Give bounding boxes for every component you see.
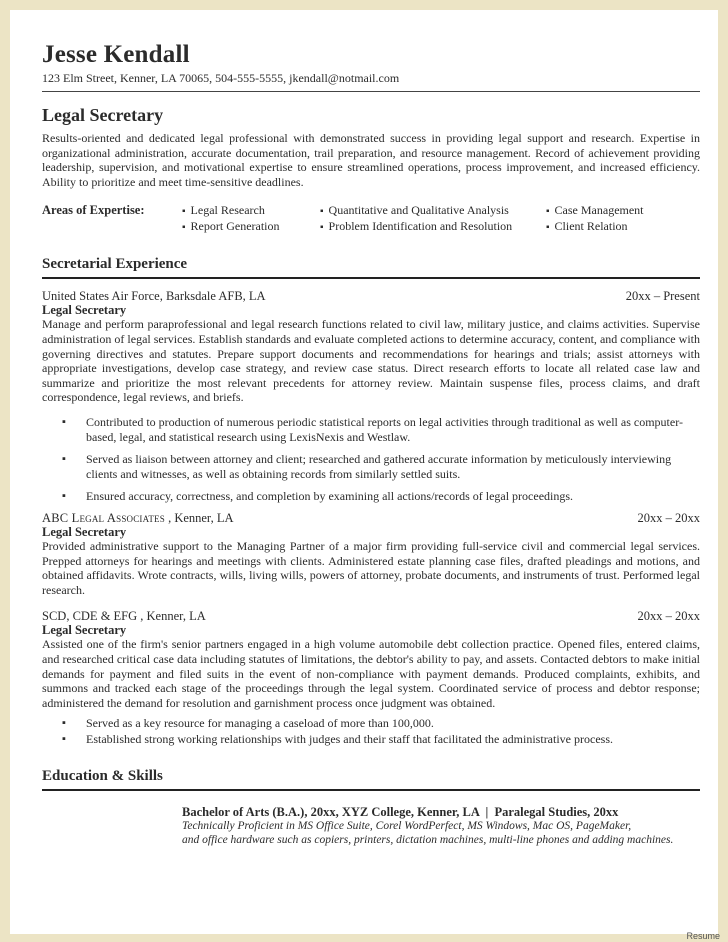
achievement-item: ▪ Established strong working relationships with judges and their staff that facilitated the administrative process.: [42, 732, 700, 747]
job-header: [42, 609, 700, 623]
job-header: [42, 289, 700, 303]
expertise-item: ▪ Problem Identification and Resolution: [320, 219, 546, 235]
expertise-item: ▪ Legal Research: [182, 203, 320, 219]
expertise-item: ▪ Report Generation: [182, 219, 320, 235]
candidate-name: Jesse Kendall: [42, 41, 190, 68]
job-header: [42, 511, 700, 525]
contact-line: 123 Elm Street, Kenner, LA 70065, 504-555-5555, jkendall@notmail.com: [42, 71, 400, 85]
expertise-item: ▪ Case Management: [546, 203, 644, 219]
job-dates: 20xx – Present: [625, 289, 700, 304]
employer: [42, 511, 234, 525]
employer-name: SCD, CDE & EFG: [42, 609, 138, 624]
degree-line: Bachelor of Arts (B.A.), 20xx, XYZ College, Kenner, LA | Paralegal Studies, 20xx: [182, 805, 619, 820]
education-block: [182, 805, 700, 847]
experience-divider: [42, 277, 700, 279]
areas-of-expertise: [42, 203, 700, 235]
skills-line: and office hardware such as copiers, printers, dictation machines, multi-line phones and adding machines.: [182, 833, 674, 846]
expertise-column-2: [320, 203, 546, 235]
section-title-experience: Secretarial Experience: [42, 256, 188, 273]
target-job-title: Legal Secretary: [42, 105, 164, 125]
job-description: Assisted one of the firm's senior partners engaged in a high volume automobile debt collection practice. Opened files, entered claims, and researched critical case data including statutes of limitations, the debtor's ability to pay, and assets. Contacted debtors to make initial demands for payment and filed suits in the event of non-compliance with payment demands. Produced complaints, exhibits, and summons and tracked each stage of the proceedings through the legal system. Coordinated service of process and debtor response; administered the demand for resolution and garnishment process once judgment was obtained.: [42, 637, 700, 710]
header-divider: [42, 91, 700, 92]
skills-line: Technically Proficient in MS Office Suite, Corel WordPerfect, MS Windows, Mac OS, PageMaker,: [182, 820, 632, 833]
job-description: Manage and perform paraprofessional and legal research functions related to civil law, military justice, and claims activities. Supervise administration of legal services. Establish standards and evaluate completed actions to determine accuracy, content, and compliance with governing directives and statutes. Prepare support documents and recommendations for hearings and trials; assist attorneys with appropriate investigations, develop case strategy, and review case status. Direct research efforts to locate all related case law and summarize and prioritize the most relevant precedents for attorney review. Maintain suspense files, process claims, and draft correspondence, legal reviews, and briefs.: [42, 317, 700, 405]
employer: [42, 609, 206, 623]
expertise-item: ▪ Quantitative and Qualitative Analysis: [320, 203, 546, 219]
resume-content: [42, 40, 700, 847]
summary-paragraph: Results-oriented and dedicated legal professional with demonstrated success in providing legal support and research. Expertise in organizational administration, accurate documentation, trail preparation, and resource management. Record of achievement providing leadership, supervision, and motivational expertise to ensure streamlined operations, process improvement, and increased efficiency. Ability to prioritize and meet time-sensitive deadlines.: [42, 131, 700, 189]
expertise-column-3: [546, 203, 644, 235]
education-divider: [42, 789, 700, 791]
employer-location: , Kenner, LA: [164, 510, 234, 525]
job-achievements: [42, 716, 700, 747]
expertise-item: ▪ Client Relation: [546, 219, 644, 235]
achievement-item: ▪ Contributed to production of numerous periodic statistical reports on legal activities through traditional as well as computer-based, legal, and statistical research using LexisNexis and Westlaw.: [42, 415, 700, 445]
job-dates: 20xx – 20xx: [637, 609, 700, 624]
expertise-label: Areas of Expertise:: [42, 203, 145, 218]
job-role: Legal Secretary: [42, 524, 127, 539]
expertise-column-1: [182, 203, 320, 235]
employer: United States Air Force, Barksdale AFB, LA: [42, 289, 266, 304]
job-achievements: [42, 415, 700, 504]
achievement-item: ▪ Served as liaison between attorney and client; researched and gathered accurate information by meticulously interviewing clients and witnesses, as well as obtaining records from similarly settled suits.: [42, 452, 700, 482]
job-role: Legal Secretary: [42, 623, 127, 638]
achievement-item: ▪ Served as a key resource for managing a caseload of more than 100,000.: [42, 716, 700, 731]
watermark-text: Resume: [686, 931, 720, 941]
job-role: Legal Secretary: [42, 303, 127, 318]
resume-page: [10, 10, 718, 934]
employer-location: , Kenner, LA: [137, 609, 206, 624]
section-title-education: Education & Skills: [42, 768, 163, 785]
job-dates: 20xx – 20xx: [637, 510, 700, 525]
employer-name: ABC Legal Associates: [42, 510, 165, 525]
job-description: Provided administrative support to the Managing Partner of a major firm providing full-service civil and commercial legal services. Prepped attorneys for hearings and meetings with clients. Administered estate planning case files, drafted pleadings and motions, and obtained affidavits. Wrote contracts, wills, living wills, powers of attorney, probate documents, and instruments of trust. Performed legal research.: [42, 538, 700, 597]
achievement-item: ▪ Ensured accuracy, correctness, and completion by examining all actions/records of legal proceedings.: [42, 489, 700, 504]
